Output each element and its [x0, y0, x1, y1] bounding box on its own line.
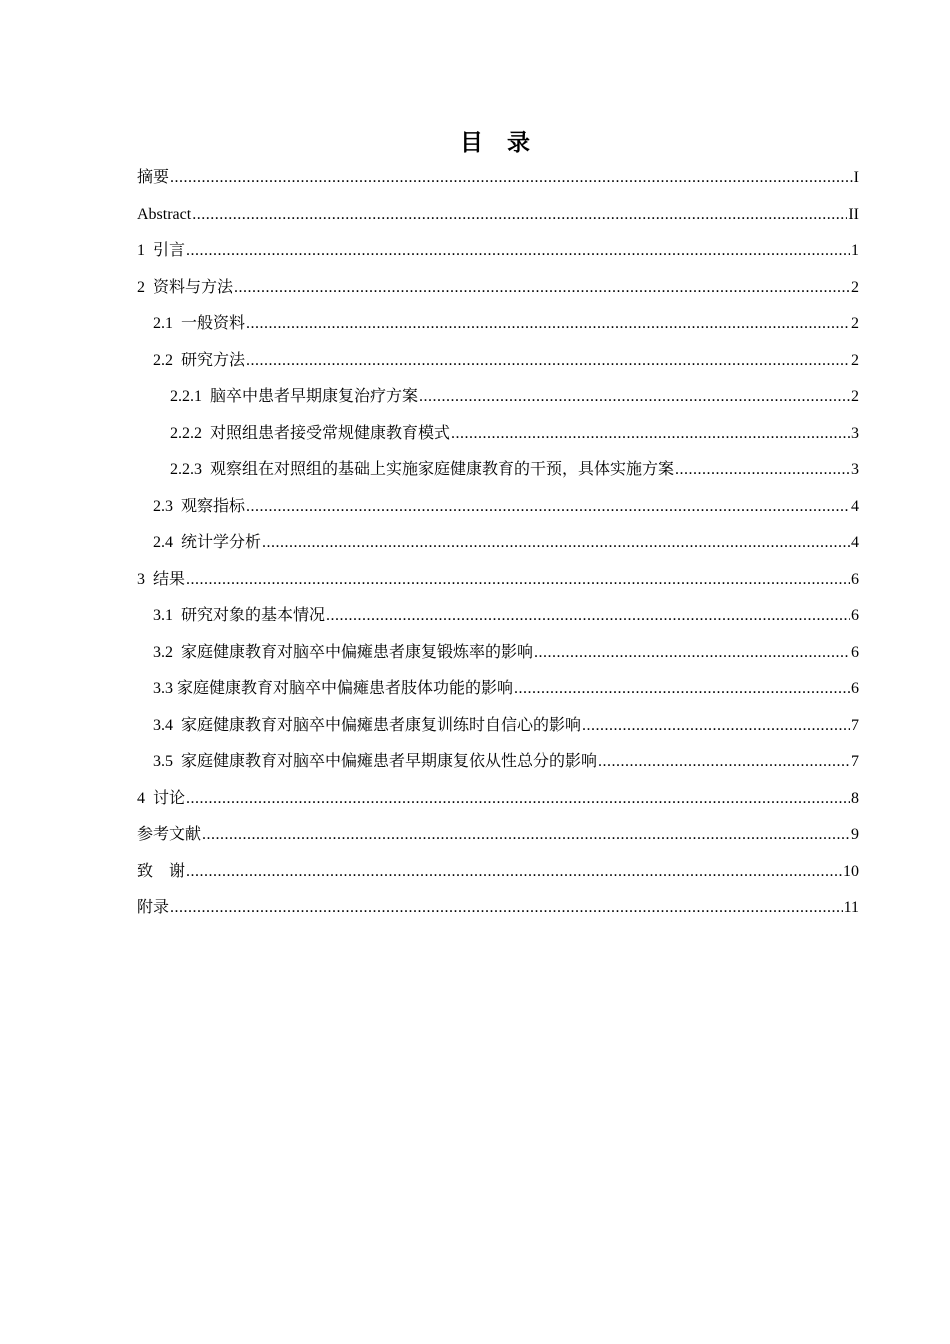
- dot-leader: [234, 276, 850, 300]
- toc-entry-label: 1 引言: [137, 242, 186, 259]
- toc-entry[interactable]: [137, 750, 859, 787]
- dot-leader: [534, 641, 850, 665]
- dot-leader: [514, 677, 850, 701]
- toc-entry-page: 3: [851, 424, 859, 442]
- toc-entry-page: 2: [851, 315, 859, 332]
- dot-leader: [186, 239, 850, 263]
- toc-entry[interactable]: [137, 860, 859, 897]
- toc-entry[interactable]: [137, 896, 859, 933]
- toc-entry-label: 3.2 家庭健康教育对脑卒中偏瘫患者康复锻炼率的影响: [153, 643, 534, 661]
- toc-entry-label: 2.2 研究方法: [153, 351, 246, 369]
- toc-entry-label: 参考文献: [137, 826, 202, 843]
- toc-entry[interactable]: [137, 203, 859, 240]
- toc-entry-page: 8: [851, 789, 859, 807]
- toc-entry-label: 致 谢: [137, 862, 186, 880]
- dot-leader: [326, 604, 850, 628]
- dot-leader: [246, 495, 850, 519]
- dot-leader: [262, 531, 850, 555]
- toc-entry-page: 2: [851, 278, 859, 296]
- toc-entry-label: 摘要: [137, 169, 170, 186]
- toc-entry-page: 9: [851, 826, 859, 843]
- dot-leader: [186, 860, 842, 884]
- toc-entry-label: 3.4 家庭健康教育对脑卒中偏瘫患者康复训练时自信心的影响: [153, 716, 582, 734]
- toc-entry-label: 3 结果: [137, 570, 186, 588]
- toc-entry-label: 2.3 观察指标: [153, 497, 246, 515]
- toc-entry-page: 6: [851, 570, 859, 588]
- dot-leader: [170, 166, 853, 190]
- dot-leader: [170, 896, 843, 920]
- dot-leader: [582, 714, 850, 738]
- toc-entry[interactable]: [137, 604, 859, 641]
- toc-entry-label: 2.2.1 脑卒中患者早期康复治疗方案: [170, 388, 419, 405]
- toc-entry[interactable]: [137, 568, 859, 605]
- toc-entry[interactable]: [137, 239, 859, 276]
- toc-entry-page: 7: [851, 753, 859, 770]
- toc-entry[interactable]: [137, 677, 859, 714]
- toc-entry-page: 3: [851, 461, 859, 478]
- dot-leader: [202, 823, 850, 847]
- toc-entry-page: II: [848, 205, 859, 223]
- toc-entry[interactable]: [137, 641, 859, 678]
- dot-leader: [186, 787, 850, 811]
- toc-entry-label: 3.3 家庭健康教育对脑卒中偏瘫患者肢体功能的影响: [153, 680, 514, 697]
- toc-entry-label: 3.5 家庭健康教育对脑卒中偏瘫患者早期康复依从性总分的影响: [153, 753, 598, 770]
- toc-entry-label: 2 资料与方法: [137, 278, 234, 296]
- toc-entry-page: 6: [851, 643, 859, 661]
- toc-entry[interactable]: [137, 385, 859, 422]
- toc-entry-page: 11: [843, 899, 859, 916]
- table-of-contents: [137, 166, 859, 933]
- toc-entry-page: 2: [851, 388, 859, 405]
- toc-entry-page: 1: [851, 242, 859, 259]
- dot-leader: [451, 422, 850, 446]
- toc-entry[interactable]: [137, 312, 859, 349]
- toc-entry[interactable]: [137, 787, 859, 824]
- toc-entry-label: 3.1 研究对象的基本情况: [153, 607, 326, 624]
- toc-entry[interactable]: [137, 714, 859, 751]
- dot-leader: [246, 312, 850, 336]
- toc-entry-page: I: [853, 169, 859, 186]
- toc-entry-label: 附录: [137, 899, 170, 916]
- toc-entry-label: 2.1 一般资料: [153, 315, 246, 332]
- toc-entry-label: Abstract: [137, 205, 192, 223]
- toc-title: 目 录: [459, 130, 538, 156]
- toc-entry[interactable]: [137, 531, 859, 568]
- toc-entry[interactable]: [137, 422, 859, 459]
- dot-leader: [675, 458, 850, 482]
- toc-entry-label: 2.4 统计学分析: [153, 534, 262, 551]
- toc-entry-page: 4: [851, 497, 859, 515]
- dot-leader: [246, 349, 850, 373]
- toc-entry-page: 7: [851, 716, 859, 734]
- toc-entry-page: 6: [851, 607, 859, 624]
- toc-entry[interactable]: [137, 349, 859, 386]
- toc-entry-page: 2: [851, 351, 859, 369]
- dot-leader: [192, 203, 847, 227]
- dot-leader: [598, 750, 850, 774]
- dot-leader: [186, 568, 850, 592]
- toc-entry-label: 2.2.3 观察组在对照组的基础上实施家庭健康教育的干预，具体实施方案: [170, 461, 675, 478]
- toc-entry-label: 4 讨论: [137, 789, 186, 807]
- toc-entry-label: 2.2.2 对照组患者接受常规健康教育模式: [170, 424, 451, 442]
- toc-entry-page: 10: [843, 862, 859, 880]
- toc-entry[interactable]: [137, 495, 859, 532]
- toc-entry[interactable]: [137, 823, 859, 860]
- toc-entry-page: 4: [851, 534, 859, 551]
- toc-entry[interactable]: [137, 166, 859, 203]
- toc-entry-page: 6: [851, 680, 859, 697]
- dot-leader: [419, 385, 850, 409]
- toc-entry[interactable]: [137, 458, 859, 495]
- toc-entry[interactable]: [137, 276, 859, 313]
